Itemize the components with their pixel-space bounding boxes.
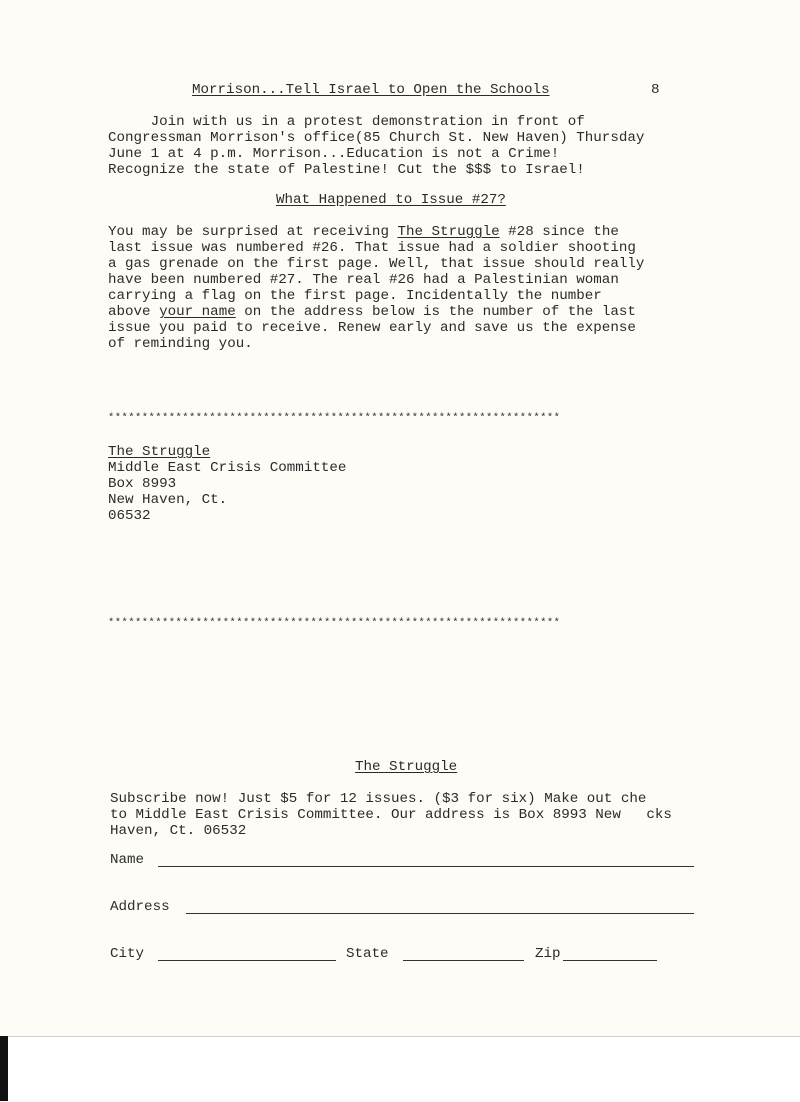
subscribe-heading: The Struggle <box>355 759 458 775</box>
zip-field[interactable] <box>563 960 657 961</box>
subscribe-line: to Middle East Crisis Committee. Our address is Box 8993 New cks <box>110 807 672 823</box>
issue27-line: carrying a flag on the first page. Incidentally the number <box>108 288 602 304</box>
name-label: Name <box>110 852 145 868</box>
state-field[interactable] <box>403 960 524 961</box>
separator-top: ******************************************************************* <box>108 412 561 424</box>
address-zip: 06532 <box>108 508 151 524</box>
state-label: State <box>346 946 389 962</box>
subscribe-line: Subscribe now! Just $5 for 12 issues. ($3 for six) Make out che <box>110 791 647 807</box>
separator-bottom: ******************************************************************* <box>108 617 561 629</box>
issue27-line: issue you paid to receive. Renew early and save us the expense <box>108 320 636 336</box>
address-org: Middle East Crisis Committee <box>108 460 347 476</box>
page-title: Morrison...Tell Israel to Open the Schools <box>192 82 550 98</box>
address-publication: The Struggle <box>108 444 211 460</box>
address-label: Address <box>110 899 170 915</box>
protest-line: Recognize the state of Palestine! Cut the $$$ to Israel! <box>108 162 585 178</box>
scan-background <box>0 1036 800 1102</box>
address-city: New Haven, Ct. <box>108 492 228 508</box>
protest-line: June 1 at 4 p.m. Morrison...Education is not a Crime! <box>108 146 560 162</box>
issue27-line: above your name on the address below is the number of the last <box>108 304 636 320</box>
publication-name: The Struggle <box>397 224 500 240</box>
page-number: 8 <box>651 82 660 98</box>
address-box: Box 8993 <box>108 476 177 492</box>
city-label: City <box>110 946 145 962</box>
issue27-line: of reminding you. <box>108 336 253 352</box>
protest-line: Join with us in a protest demonstration in front of <box>108 114 585 130</box>
name-field[interactable] <box>158 866 694 867</box>
protest-line: Congressman Morrison's office(85 Church St. New Haven) Thursday <box>108 130 645 146</box>
your-name-emphasis: your name <box>159 304 236 320</box>
issue27-line: a gas grenade on the first page. Well, that issue should really <box>108 256 645 272</box>
scan-edge-shadow <box>0 1036 8 1101</box>
address-field[interactable] <box>186 913 694 914</box>
issue27-heading: What Happened to Issue #27? <box>276 192 506 208</box>
issue27-line: have been numbered #27. The real #26 had a Palestinian woman <box>108 272 619 288</box>
city-field[interactable] <box>158 960 336 961</box>
subscribe-line: Haven, Ct. 06532 <box>110 823 247 839</box>
issue27-line: You may be surprised at receiving The Struggle #28 since the <box>108 224 619 240</box>
issue27-line: last issue was numbered #26. That issue had a soldier shooting <box>108 240 636 256</box>
zip-label: Zip <box>535 946 561 962</box>
